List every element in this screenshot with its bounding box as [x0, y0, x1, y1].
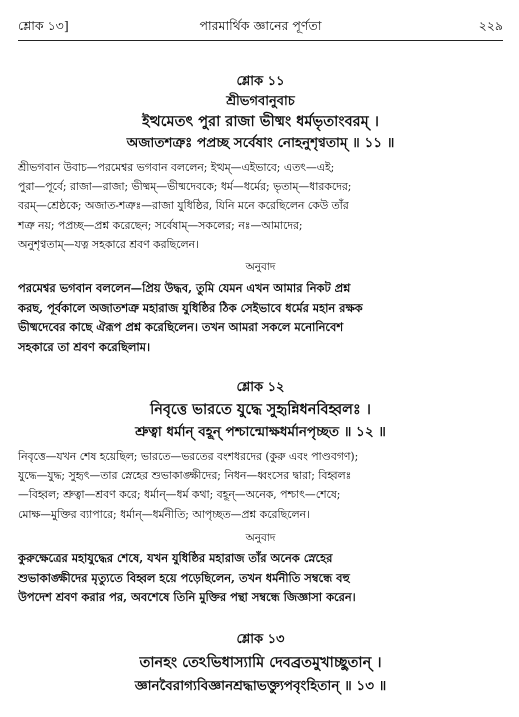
verse-12-line-1: নিবৃত্তে ভারতে যুদ্ধে সুহৃন্নিধনবিহ্বলঃ ।	[150, 401, 371, 418]
translation-line: উপদেশ শ্রবণ করার পর, অবশেষে তিনি মুক্তির পন্থা সম্বন্ধে জিজ্ঞাসা করেন।	[18, 590, 356, 604]
translation-line: ভীষ্মদেবের কাছে ঐরূপ প্রশ্ন করেছিলেন। তখন আমরা সকলে মনোনিবেশ	[18, 320, 344, 334]
header-rule	[18, 40, 503, 41]
translation-line: কুরুক্ষেত্রের মহাযুদ্ধের শেষে, যখন যুধিষ্ঠির মহারাজ তাঁর অনেক স্নেহের	[18, 551, 333, 565]
translation-line: পরমেশ্বর ভগবান বললেন—প্রিয় উদ্ধব, তুমি যেমন এখন আমার নিকট প্রশ্ন	[18, 281, 351, 295]
page-header	[18, 18, 503, 38]
verse-12-translation	[18, 549, 503, 608]
synonym-line: অনুশৃণ্বতাম্—যত্ন সহকারে শ্রবণ করছিলেন।	[18, 237, 199, 251]
synonym-line: শত্রু নয়; পপ্রচ্ছ—প্রশ্ন করেছেন; সর্বেষাম্—সকলের; নঃ—আমাদের;	[18, 218, 303, 232]
verse-12-heading: শ্লোক ১২	[236, 380, 285, 395]
verse-13-line-2: জ্ঞানবৈরাগ্যবিজ্ঞানশ্রদ্ধাভক্ত্যুপবৃংহিতান্ ॥ ১৩ ॥	[134, 678, 387, 694]
synonym-line: যুদ্ধে—যুদ্ধ; সুহৃৎ—তার স্নেহের শুভাকাঙ্ক্ষীদের; নিধন—ধ্বংসের দ্বারা; বিহ্বলঃ	[18, 469, 352, 483]
header-verse-ref: শ্লোক ১৩]	[18, 18, 69, 33]
translation-line: করছ, পূর্বকালে অজাতশত্রু মহারাজ যুধিষ্ঠির ঠিক সেইভাবে ধর্মের মহান রক্ষক	[18, 300, 363, 315]
synonym-line: মোক্ষ—মুক্তির ব্যাপারে; ধর্মান্—ধর্মনীতি; আপৃচ্ছত—প্রশ্ন করেছিলেন।	[18, 507, 310, 521]
synonym-line: বরম্—শ্রেষ্ঠকে; অজাত-শত্রুঃ—রাজা যুধিষ্ঠির, যিনি মনে করেছিলেন কেউ তাঁর	[18, 199, 349, 213]
verse-11-synonyms	[18, 158, 503, 254]
synonym-line: —বিহ্বল; শ্রুত্বা—শ্রবণ করে; ধর্মান্—ধর্ম কথা; বহূন্—অনেক, পশ্চাৎ—শেষে;	[18, 488, 341, 502]
header-page-number: ২২৯	[478, 18, 503, 33]
verse-11-line-1: ইত্থমেতৎ পুরা রাজা ভীষ্মং ধর্মভৃতাংবরম্ ।	[142, 113, 379, 130]
verse-12-translation-heading: অনুবাদ	[245, 532, 276, 544]
verse-11-line-2: অজাতশত্রুঃ পপ্রচ্ছ সর্বেষাং নোহনুশৃণ্বতাম্ ॥ ১১ ॥	[126, 135, 395, 151]
verse-11-speaker: শ্রীভগবানুবাচ	[226, 94, 295, 109]
verse-11-translation-heading: অনুবাদ	[245, 261, 276, 273]
translation-line: সহকারে তা শ্রবণ করেছিলাম।	[18, 339, 151, 354]
verse-12-line-2: শ্রুত্বা ধর্মান্ বহূন্ পশ্চান্মোক্ষধর্মানপৃচ্ছত ॥ ১২ ॥	[135, 424, 386, 440]
header-chapter-title: পারমার্থিক জ্ঞানের পূর্ণতা	[199, 18, 322, 33]
translation-line: শুভাকাঙ্ক্ষীদের মৃত্যুতে বিহ্বল হয়ে পড়েছিলেন, তখন ধর্মনীতি সম্বন্ধে বহু	[18, 570, 350, 585]
synonym-line: নিবৃত্তে—যখন শেষ হয়েছিল; ভারতে—ভরতের বংশধরদের (কুরু এবং পাণ্ডবগণ);	[18, 450, 359, 463]
verse-13-line-1: তানহং তেঽভিধাস্যামি দেবব্রতমুখাচ্ছুতান্ ।	[139, 654, 382, 671]
verse-12-synonyms	[18, 447, 503, 524]
verse-11-heading: শ্লোক ১১	[236, 74, 285, 89]
verse-13-heading: শ্লোক ১৩	[236, 632, 285, 647]
synonym-line: শ্রীভগবান উবাচ—পরমেশ্বর ভগবান বললেন; ইত্থম্—এইভাবে; এতৎ—এই;	[18, 161, 335, 174]
verse-11-translation	[18, 279, 503, 357]
synonym-line: পুরা—পূর্বে; রাজা—রাজা; ভীষ্মম্—ভীষ্মদেবকে; ধর্ম—ধর্মের; ভৃতাম্—ধারকদের;	[18, 180, 352, 194]
